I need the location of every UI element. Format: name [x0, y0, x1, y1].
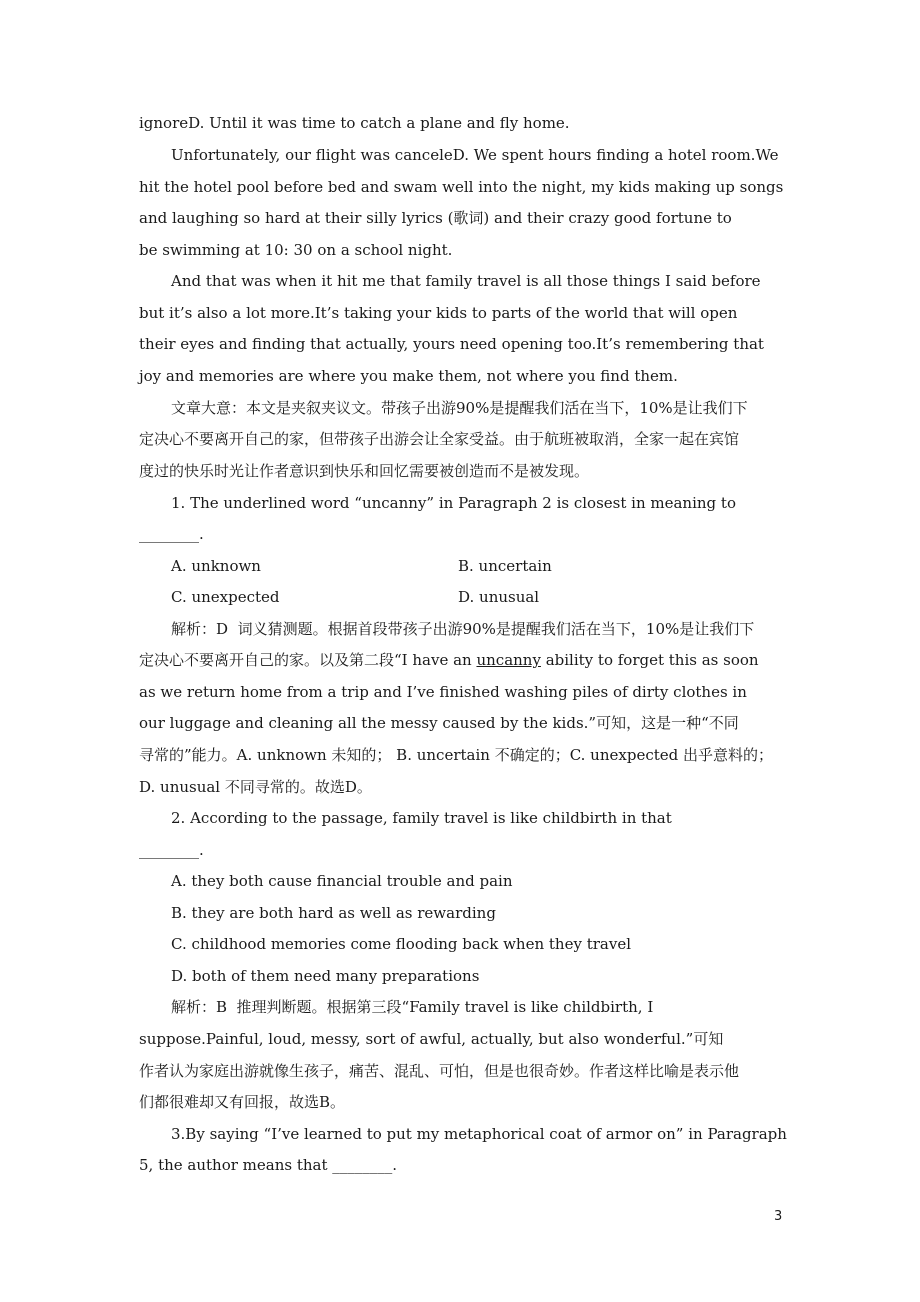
q2-analysis-line: 作者认为家庭出游就像生孩子，痛苦、混乱、可怕，但是也很奇妙。作者这样比喻是表示他 [139, 1062, 740, 1080]
summary-line: 度过的快乐时光让作者意识到快乐和回忆需要被创造而不是被发现。 [139, 462, 590, 480]
q1-option-d: D. unusual [458, 588, 540, 606]
q2-option-b: B. they are both hard as well as rewarding [171, 904, 496, 922]
q1-analysis-line: 定决心不要离开自己的家。以及第二段“I have an uncanny ability to forget this as soon [139, 651, 759, 669]
passage-line: Unfortunately, our flight was canceleD. We spent hours finding a hotel room.We [171, 146, 779, 164]
q3-stem: 5, the author means that ________. [139, 1156, 398, 1174]
q2-analysis-line: suppose.Painful, loud, messy, sort of awful, actually, but also wonderful.”可知 [139, 1030, 724, 1048]
q1-analysis-line: 寻常的”能力。A. unknown 未知的； B. uncertain 不确定的；C. unexpected 出乎意料的； [139, 746, 773, 764]
passage-line: hit the hotel pool before bed and swam well into the night, my kids making up songs [139, 178, 784, 196]
summary-line: 定决心不要离开自己的家，但带孩子出游会让全家受益。由于航班被取消，全家一起在宾馆 [139, 430, 740, 448]
passage-line: their eyes and finding that actually, yours need opening too.It’s remembering that [139, 335, 764, 353]
q2-option-d: D. both of them need many preparations [171, 967, 480, 985]
q1-option-c: C. unexpected [171, 588, 280, 606]
q1-analysis-line: 解析：D 词义猜测题。根据首段带孩子出游90%是提醒我们活在当下，10%是让我们下 [171, 620, 755, 638]
q1-stem: 1. The underlined word “uncanny” in Paragraph 2 is closest in meaning to [171, 494, 736, 512]
page-number: 3 [774, 1209, 783, 1224]
underlined-word: uncanny [476, 651, 541, 669]
passage-line: but it’s also a lot more.It’s taking your kids to parts of the world that will open [139, 304, 738, 322]
passage-line: ignoreD. Until it was time to catch a plane and fly home. [139, 114, 570, 132]
summary-line: 文章大意：本文是夹叙夹议文。带孩子出游90%是提醒我们活在当下，10%是让我们下 [171, 399, 748, 417]
q1-option-b: B. uncertain [458, 557, 552, 575]
q1-analysis-line: D. unusual 不同寻常的。故选D。 [139, 778, 372, 796]
q2-stem: 2. According to the passage, family travel is like childbirth in that [171, 809, 672, 827]
q2-blank: ________. [139, 841, 204, 859]
q1-analysis-line: as we return home from a trip and I’ve finished washing piles of dirty clothes in [139, 683, 747, 701]
passage-line: be swimming at 10: 30 on a school night. [139, 241, 453, 259]
q2-option-c: C. childhood memories come flooding back when they travel [171, 935, 631, 953]
passage-line: and laughing so hard at their silly lyrics (歌词) and their crazy good fortune to [139, 209, 732, 227]
q3-stem: 3.By saying “I’ve learned to put my metaphorical coat of armor on” in Paragraph [171, 1125, 787, 1143]
q1-blank: ________. [139, 525, 204, 543]
q1-option-a: A. unknown [171, 557, 261, 575]
passage-line: joy and memories are where you make them, not where you find them. [139, 367, 678, 385]
passage-line: And that was when it hit me that family travel is all those things I said before [171, 272, 761, 290]
q2-option-a: A. they both cause financial trouble and pain [171, 872, 513, 890]
q1-analysis-line: our luggage and cleaning all the messy caused by the kids.”可知，这是一种“不同 [139, 714, 739, 732]
q2-analysis-line: 们都很难却又有回报，故选B。 [139, 1093, 346, 1111]
q2-analysis-line: 解析：B 推理判断题。根据第三段“Family travel is like childbirth, I [171, 998, 654, 1016]
